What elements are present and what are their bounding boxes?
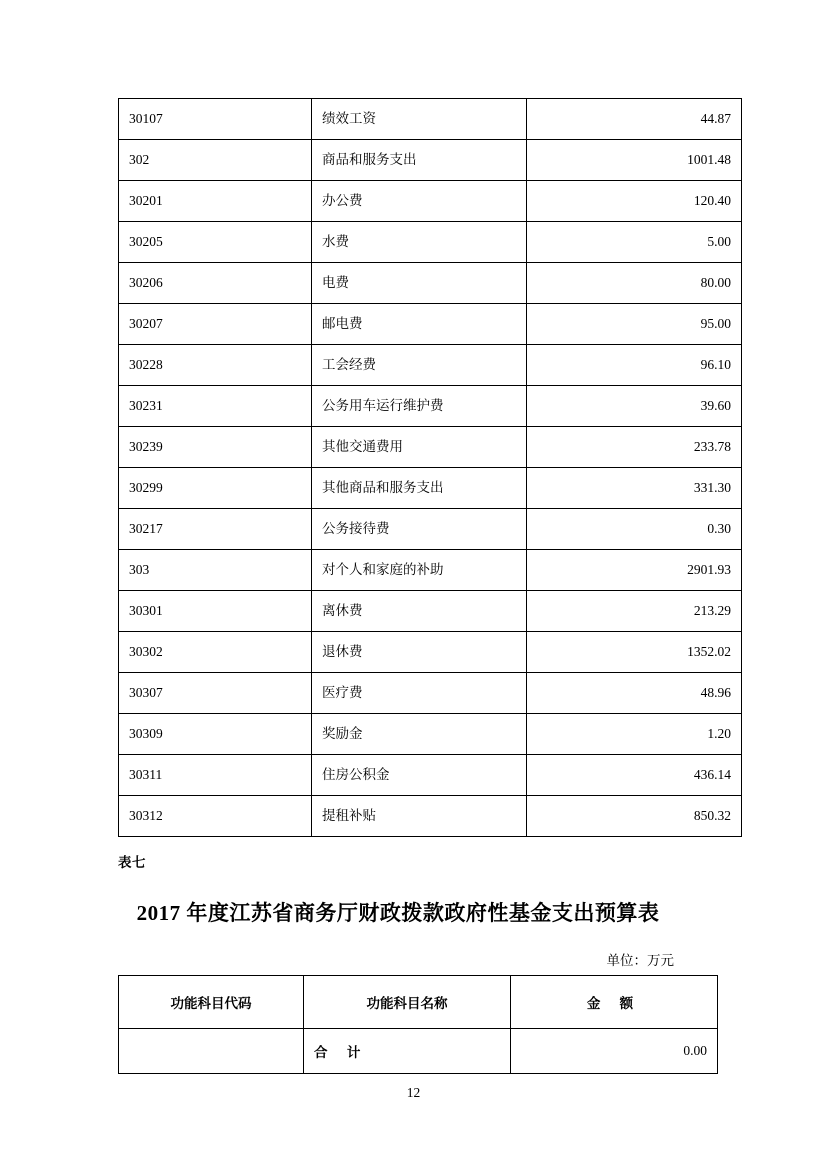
unit-note: 单位：万元 bbox=[606, 953, 674, 968]
table-row bbox=[119, 673, 742, 714]
table-row bbox=[119, 181, 742, 222]
table-row bbox=[119, 222, 742, 263]
cell-name: 提租补贴 bbox=[312, 796, 527, 837]
cell-name: 其他商品和服务支出 bbox=[312, 468, 527, 509]
cell-code: 30311 bbox=[119, 755, 312, 796]
table-row bbox=[119, 1029, 718, 1074]
cell-name: 绩效工资 bbox=[312, 99, 527, 140]
cell-name: 电费 bbox=[312, 263, 527, 304]
table-row bbox=[119, 345, 742, 386]
cell-code: 30312 bbox=[119, 796, 312, 837]
cell-amount: 80.00 bbox=[527, 263, 742, 304]
expenditure-table-body bbox=[119, 99, 742, 837]
cell-code bbox=[119, 1029, 304, 1074]
table-row bbox=[119, 468, 742, 509]
cell-code: 30307 bbox=[119, 673, 312, 714]
table-row bbox=[119, 796, 742, 837]
cell-amount: 44.87 bbox=[527, 99, 742, 140]
cell-code: 30239 bbox=[119, 427, 312, 468]
cell-name: 退休费 bbox=[312, 632, 527, 673]
table-row bbox=[119, 550, 742, 591]
cell-code: 30207 bbox=[119, 304, 312, 345]
cell-amount: 1001.48 bbox=[527, 140, 742, 181]
cell-amount: 48.96 bbox=[527, 673, 742, 714]
cell-amount: 95.00 bbox=[527, 304, 742, 345]
cell-name: 奖励金 bbox=[312, 714, 527, 755]
cell-code: 30299 bbox=[119, 468, 312, 509]
cell-name: 住房公积金 bbox=[312, 755, 527, 796]
cell-name: 公务用车运行维护费 bbox=[312, 386, 527, 427]
cell-amount: 39.60 bbox=[527, 386, 742, 427]
table-label: 表七 bbox=[118, 855, 146, 870]
table-row bbox=[119, 304, 742, 345]
page-title: 2017 年度江苏省商务厅财政拨款政府性基金支出预算表 bbox=[136, 901, 660, 925]
cell-name: 办公费 bbox=[312, 181, 527, 222]
table-row bbox=[119, 427, 742, 468]
table-row bbox=[119, 99, 742, 140]
cell-name: 工会经费 bbox=[312, 345, 527, 386]
cell-name: 离休费 bbox=[312, 591, 527, 632]
page-content bbox=[118, 98, 731, 1074]
cell-code: 30231 bbox=[119, 386, 312, 427]
cell-amount: 331.30 bbox=[527, 468, 742, 509]
cell-amount: 0.30 bbox=[527, 509, 742, 550]
cell-name: 水费 bbox=[312, 222, 527, 263]
table-row bbox=[119, 591, 742, 632]
cell-name: 医疗费 bbox=[312, 673, 527, 714]
cell-amount: 5.00 bbox=[527, 222, 742, 263]
table-row bbox=[119, 632, 742, 673]
cell-amount: 2901.93 bbox=[527, 550, 742, 591]
cell-name: 公务接待费 bbox=[312, 509, 527, 550]
cell-code: 30228 bbox=[119, 345, 312, 386]
cell-amount: 96.10 bbox=[527, 345, 742, 386]
cell-amount: 1.20 bbox=[527, 714, 742, 755]
cell-code: 30107 bbox=[119, 99, 312, 140]
header-name: 功能科目名称 bbox=[304, 976, 511, 1029]
cell-amount: 1352.02 bbox=[527, 632, 742, 673]
cell-amount: 213.29 bbox=[527, 591, 742, 632]
table-row bbox=[119, 755, 742, 796]
table-row bbox=[119, 263, 742, 304]
table-row bbox=[119, 386, 742, 427]
cell-total-amount: 0.00 bbox=[511, 1029, 718, 1074]
cell-code: 302 bbox=[119, 140, 312, 181]
cell-code: 303 bbox=[119, 550, 312, 591]
expenditure-table bbox=[118, 98, 742, 837]
cell-name: 对个人和家庭的补助 bbox=[312, 550, 527, 591]
cell-total-label: 合 计 bbox=[304, 1029, 511, 1074]
cell-amount: 850.32 bbox=[527, 796, 742, 837]
fund-expenditure-table bbox=[118, 975, 718, 1074]
cell-code: 30206 bbox=[119, 263, 312, 304]
cell-name: 商品和服务支出 bbox=[312, 140, 527, 181]
cell-name: 邮电费 bbox=[312, 304, 527, 345]
header-amount: 金 额 bbox=[511, 976, 718, 1029]
table-row bbox=[119, 714, 742, 755]
table-row bbox=[119, 140, 742, 181]
table-header-row bbox=[119, 976, 718, 1029]
cell-code: 30301 bbox=[119, 591, 312, 632]
cell-amount: 233.78 bbox=[527, 427, 742, 468]
cell-code: 30205 bbox=[119, 222, 312, 263]
cell-code: 30309 bbox=[119, 714, 312, 755]
page-number: 12 bbox=[406, 1085, 421, 1100]
cell-amount: 436.14 bbox=[527, 755, 742, 796]
cell-amount: 120.40 bbox=[527, 181, 742, 222]
fund-table-body bbox=[119, 976, 718, 1074]
table-row bbox=[119, 509, 742, 550]
cell-name: 其他交通费用 bbox=[312, 427, 527, 468]
cell-code: 30302 bbox=[119, 632, 312, 673]
header-code: 功能科目代码 bbox=[119, 976, 304, 1029]
cell-code: 30201 bbox=[119, 181, 312, 222]
cell-code: 30217 bbox=[119, 509, 312, 550]
